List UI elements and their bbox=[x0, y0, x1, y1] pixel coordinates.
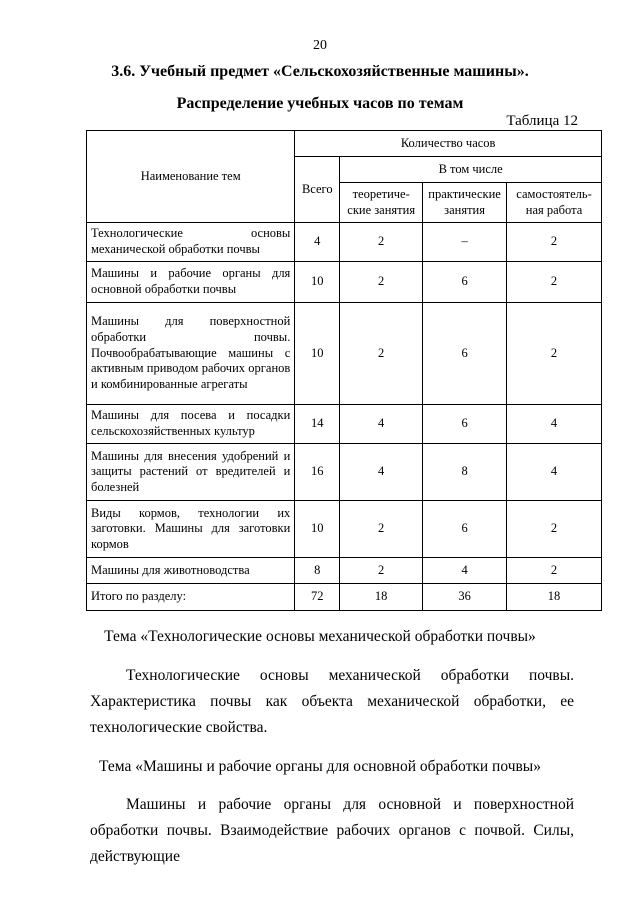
row-topic: Машины и рабочие органы для основной обработки почвы bbox=[87, 262, 295, 303]
row-independent: 2 bbox=[507, 223, 602, 262]
header-independent: самостоятель-ная работа bbox=[507, 183, 602, 223]
summary-row bbox=[87, 584, 602, 611]
row-topic: Машины для животноводства bbox=[87, 558, 295, 584]
table-caption: Распределение учебных часов по темам bbox=[176, 95, 464, 112]
hours-distribution-table bbox=[86, 130, 602, 611]
row-total: 10 bbox=[295, 262, 340, 303]
row-practice: 6 bbox=[423, 501, 507, 558]
row-theory: 2 bbox=[340, 303, 423, 405]
table-row bbox=[87, 262, 602, 303]
row-total: 8 bbox=[295, 558, 340, 584]
row-independent: 2 bbox=[507, 303, 602, 405]
row-topic: Машины для внесения удобрений и защиты растений от вредителей и болезней bbox=[87, 444, 295, 501]
page-number: 20 bbox=[313, 38, 327, 53]
theme-title: Тема «Машины и рабочие органы для основной обработки почвы» bbox=[99, 758, 541, 775]
row-topic: Машины для посева и посадки сельскохозяйственных культур bbox=[87, 405, 295, 444]
row-practice: 4 bbox=[423, 558, 507, 584]
row-practice: 6 bbox=[423, 405, 507, 444]
table-row bbox=[87, 223, 602, 262]
row-theory: 4 bbox=[340, 444, 423, 501]
table-row bbox=[87, 405, 602, 444]
row-practice: 6 bbox=[423, 303, 507, 405]
theme-paragraph: Машины и рабочие органы для основной и поверхностной обработки почвы. Взаимодействие рабочих органов с почвой. Силы, действующие bbox=[90, 796, 574, 865]
section-heading: 3.6. Учебный предмет «Сельскохозяйственные машины». bbox=[111, 63, 529, 80]
table-row bbox=[87, 303, 602, 405]
row-theory: 2 bbox=[340, 558, 423, 584]
row-total: 10 bbox=[295, 303, 340, 405]
theme-title: Тема «Технологические основы механической обработки почвы» bbox=[104, 628, 536, 645]
summary-independent: 18 bbox=[507, 584, 602, 611]
row-topic: Машины для поверхностной обработки почвы. Почвообрабатывающие машины с активным приводом рабочих органов и комбинированные агрегаты bbox=[87, 303, 295, 405]
summary-total: 72 bbox=[295, 584, 340, 611]
table-label: Таблица 12 bbox=[506, 113, 578, 129]
row-theory: 2 bbox=[340, 223, 423, 262]
summary-theory: 18 bbox=[340, 584, 423, 611]
header-topic: Наименование тем bbox=[87, 131, 295, 223]
row-independent: 2 bbox=[507, 262, 602, 303]
table-row bbox=[87, 501, 602, 558]
summary-practice: 36 bbox=[423, 584, 507, 611]
row-independent: 4 bbox=[507, 405, 602, 444]
header-total: Всего bbox=[295, 157, 340, 223]
row-theory: 4 bbox=[340, 405, 423, 444]
row-theory: 2 bbox=[340, 501, 423, 558]
table-row bbox=[87, 558, 602, 584]
row-topic: Виды кормов, технологии их заготовки. Машины для заготовки кормов bbox=[87, 501, 295, 558]
table-row bbox=[87, 444, 602, 501]
row-total: 16 bbox=[295, 444, 340, 501]
header-theory: теоретиче-ские занятия bbox=[340, 183, 423, 223]
row-independent: 2 bbox=[507, 558, 602, 584]
row-total: 4 bbox=[295, 223, 340, 262]
row-total: 10 bbox=[295, 501, 340, 558]
header-including: В том числе bbox=[340, 157, 602, 183]
row-independent: 4 bbox=[507, 444, 602, 501]
summary-topic: Итого по разделу: bbox=[87, 584, 295, 611]
row-theory: 2 bbox=[340, 262, 423, 303]
row-practice: 6 bbox=[423, 262, 507, 303]
row-topic: Технологические основы механической обработки почвы bbox=[87, 223, 295, 262]
row-total: 14 bbox=[295, 405, 340, 444]
row-practice: – bbox=[423, 223, 507, 262]
header-practice: практические занятия bbox=[423, 183, 507, 223]
theme-paragraph: Технологические основы механической обработки почвы. Характеристика почвы как объекта механической обработки, ее технологические свойства. bbox=[90, 667, 574, 736]
row-independent: 2 bbox=[507, 501, 602, 558]
header-hours: Количество часов bbox=[295, 131, 602, 157]
row-practice: 8 bbox=[423, 444, 507, 501]
